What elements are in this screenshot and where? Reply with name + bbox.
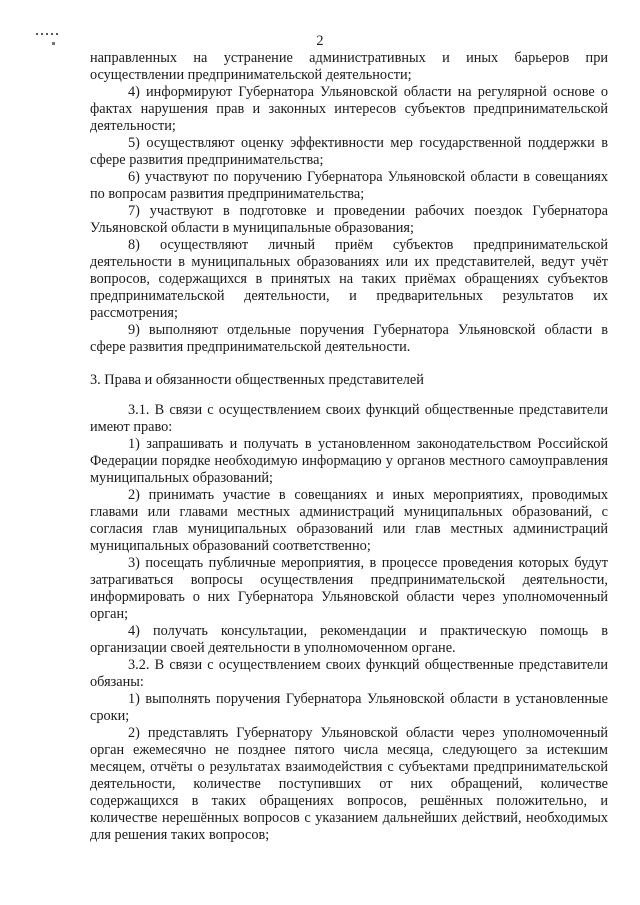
paragraph: 2) представлять Губернатору Ульяновской области через уполномоченный орган ежемесячно не позднее пятого числа месяца, следующего за истекшим месяцем, отчёты о результатах взаимодействия с субъектами предпринимательской деятельности, количестве поступивших от них обращений, количестве содержащихся в таких обращениях вопросов, решённых положительно, и количестве нерешённых вопросов с указанием дальнейших действий, необходимых для решения таких вопросов; (90, 725, 608, 843)
paragraph: 8) осуществляют личный приём субъектов предпринимательской деятельности в муниципальных образованиях или их представителей, ведут учёт вопросов, содержащихся в принятых на таких приёмах обращениях субъектов предпринимательской деятельности, и предварительных результатов их рассмотрения; (90, 237, 608, 321)
paragraph: 3.1. В связи с осуществлением своих функций общественные представители имеют право: (90, 402, 608, 435)
paragraph: 7) участвуют в подготовке и проведении рабочих поездок Губернатора Ульяновской области в муниципальные образования; (90, 203, 608, 236)
paragraph: 6) участвуют по поручению Губернатора Ульяновской области в совещаниях по вопросам развития предпринимательства; (90, 169, 608, 202)
paragraph: 2) принимать участие в совещаниях и иных мероприятиях, проводимых главами или главами местных администраций муниципальных образований, с согласия глав муниципальных образований или глав местных администраций муниципальных образований соответственно; (90, 487, 608, 554)
paragraph: 3.2. В связи с осуществлением своих функций общественные представители обязаны: (90, 657, 608, 690)
section-heading: 3. Права и обязанности общественных представителей (90, 372, 424, 388)
paragraph: 1) выполнять поручения Губернатора Ульяновской области в установленные сроки; (90, 691, 608, 724)
paragraph: 3) посещать публичные мероприятия, в процессе проведения которых будут затрагиваться вопросы осуществления предпринимательской деятельности, информировать о них Губернатора Ульяновской области через уполномоченный орган; (90, 555, 608, 622)
page-number: 2 (316, 33, 324, 49)
paragraph: 4) получать консультации, рекомендации и практическую помощь в организации своей деятельности в уполномоченном органе. (90, 623, 608, 656)
paragraph: 9) выполняют отдельные поручения Губернатора Ульяновской области в сфере развития предпринимательской деятельности. (90, 322, 608, 355)
paragraph: 5) осуществляют оценку эффективности мер государственной поддержки в сфере развития предпринимательства; (90, 135, 608, 168)
paragraph: 1) запрашивать и получать в установленном законодательством Российской Федерации порядке необходимую информацию у органов местного самоуправления муниципальных образований; (90, 436, 608, 486)
paragraph: направленных на устранение административных и иных барьеров при осуществлении предпринимательской деятельности; (90, 50, 608, 83)
paragraph: 4) информируют Губернатора Ульяновской области на регулярной основе о фактах нарушения прав и законных интересов субъектов предпринимательской деятельности; (90, 84, 608, 134)
